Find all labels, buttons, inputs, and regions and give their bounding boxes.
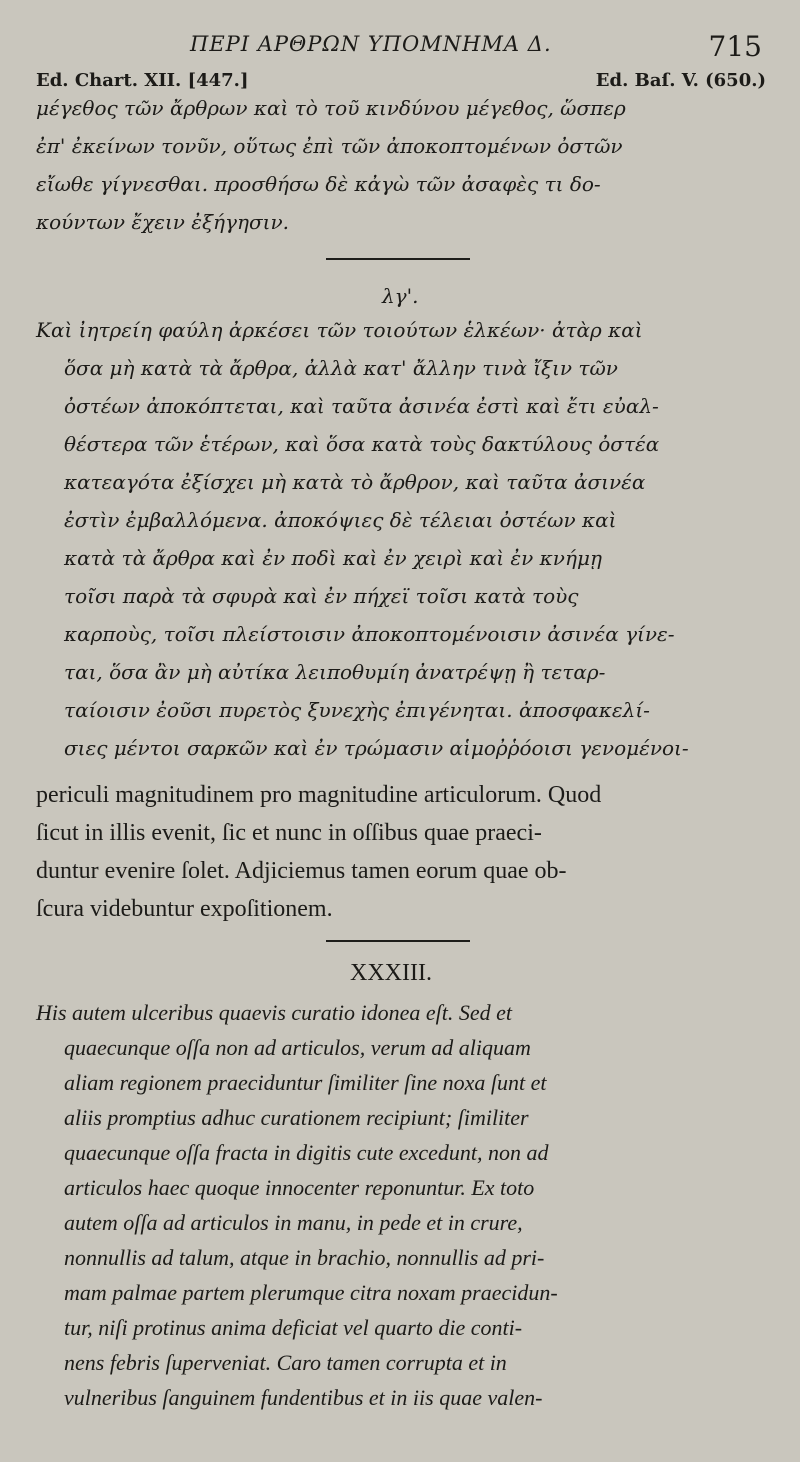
text-line: autem oſſa ad articulos in manu, in pede et in crure,: [64, 1210, 523, 1235]
text-line: nonnullis ad talum, atque in brachio, nonnullis ad pri-: [64, 1245, 545, 1270]
text-line: mam palmae partem plerumque citra noxam praecidun-: [64, 1280, 558, 1305]
text-line: καρποὺς, τοῖσι πλείστοισιν ἀποκοπτομένοισιν ἀσινέα γίνε-: [64, 622, 675, 646]
text-line: ταίοισιν ἐοῦσι πυρετὸς ξυνεχὴς ἐπιγένηται. ἀποσφακελί-: [64, 698, 650, 722]
text-line: κατὰ τὰ ἄρθρα καὶ ἐν ποδὶ καὶ ἐν χειρὶ καὶ ἐν κνήμῃ: [64, 546, 602, 570]
greek-section-number: λγ'.: [382, 284, 419, 308]
text-line: aliam regionem praeciduntur ſimiliter ſine noxa ſunt et: [64, 1070, 547, 1095]
text-line: κούντων ἔχειν ἐξήγησιν.: [36, 210, 289, 234]
section-divider: [326, 940, 470, 942]
edition-reference-right: Ed. Baſ. V. (650.): [595, 70, 766, 91]
text-line: σιες μέντοι σαρκῶν καὶ ἐν τρώμασιν αἱμοῤῥόοισι γενομένοι-: [64, 736, 689, 760]
text-line: duntur evenire ſolet. Adjiciemus tamen eorum quae ob-: [36, 858, 567, 884]
page-header: [0, 30, 800, 66]
text-line: θέστερα τῶν ἑτέρων, καὶ ὅσα κατὰ τοὺς δακτύλους ὀστέα: [64, 432, 660, 456]
text-line: τοῖσι παρὰ τὰ σφυρὰ καὶ ἐν πήχεϊ τοῖσι κατὰ τοὺς: [64, 584, 579, 608]
text-line: ſicut in illis evenit, ſic et nunc in oſſibus quae praeci-: [36, 820, 542, 846]
text-line: quaecunque oſſa non ad articulos, verum ad aliquam: [64, 1035, 531, 1060]
text-line: ἐπ' ἐκείνων τονῦν, οὕτως ἐπὶ τῶν ἀποκοπτομένων ὀστῶν: [36, 134, 623, 158]
text-line: εἴωθε γίγνεσθαι. προσθήσω δὲ κἀγὼ τῶν ἀσαφὲς τι δο-: [36, 172, 601, 196]
text-line: Καὶ ἰητρείη φαύλη ἀρκέσει τῶν τοιούτων ἑλκέων· ἀτὰρ καὶ: [36, 318, 643, 342]
text-line: periculi magnitudinem pro magnitudine articulorum. Quod: [36, 782, 602, 808]
text-line: aliis promptius adhuc curationem recipiunt; ſimiliter: [64, 1105, 529, 1130]
text-line: μέγεθος τῶν ἄρθρων καὶ τὸ τοῦ κινδύνου μέγεθος, ὥσπερ: [36, 96, 626, 120]
text-line: articulos haec quoque innocenter reponuntur. Ex toto: [64, 1175, 535, 1200]
text-line: ὅσα μὴ κατὰ τὰ ἄρθρα, ἀλλὰ κατ' ἄλλην τινὰ ἴξιν τῶν: [64, 356, 618, 380]
section-divider: [326, 258, 470, 260]
edition-reference-left: Ed. Chart. XII. [447.]: [36, 70, 249, 91]
text-line: tur, niſi protinus anima deficiat vel quarto die conti-: [64, 1315, 523, 1340]
text-line: κατεαγότα ἐξίσχει μὴ κατὰ τὸ ἄρθρον, καὶ ταῦτα ἀσινέα: [64, 470, 646, 494]
text-line: His autem ulceribus quaevis curatio idonea eſt. Sed et: [36, 1000, 512, 1025]
latin-section-number: XXXIII.: [350, 960, 432, 986]
text-line: ἐστὶν ἐμβαλλόμενα. ἀποκόψιες δὲ τέλειαι ὀστέων καὶ: [64, 508, 617, 532]
text-line: ὀστέων ἀποκόπτεται, καὶ ταῦτα ἀσινέα ἐστὶ καὶ ἔτι εὐαλ-: [64, 394, 659, 418]
text-line: vulneribus ſanguinem fundentibus et in iis quae valen-: [64, 1385, 543, 1410]
text-line: ſcura videbuntur expoſitionem.: [36, 896, 333, 922]
text-line: quaecunque oſſa fracta in digitis cute excedunt, non ad: [64, 1140, 549, 1165]
page-number: 715: [708, 30, 762, 63]
text-line: nens febris ſuperveniat. Caro tamen corrupta et in: [64, 1350, 507, 1375]
running-title: ΠΕΡΙ ΑΡΘΡΩΝ ΥΠΟΜΝΗΜΑ Δ.: [190, 32, 552, 56]
text-line: ται, ὅσα ἂν μὴ αὐτίκα λειποθυμίη ἀνατρέψῃ ἢ τεταρ-: [64, 660, 606, 684]
